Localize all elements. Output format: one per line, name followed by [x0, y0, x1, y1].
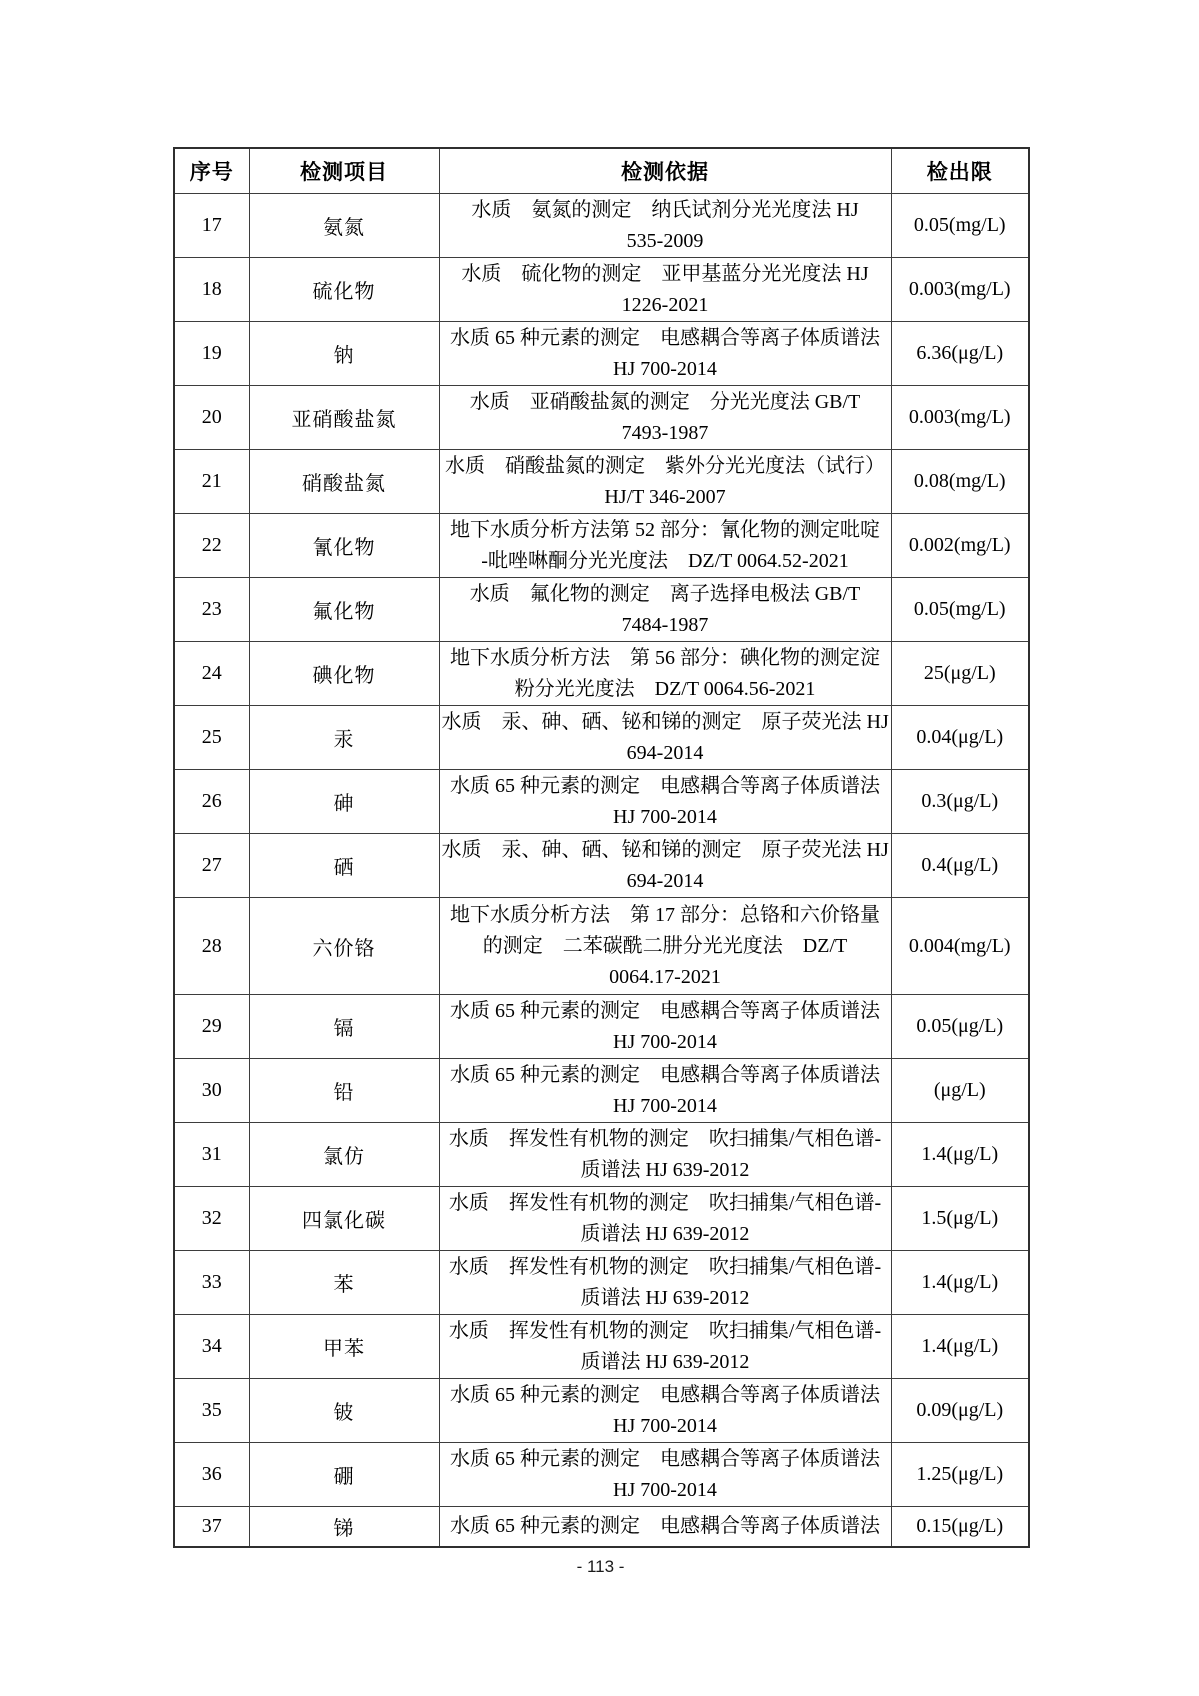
detection-limit-cell: 0.08(mg/L): [891, 450, 1029, 514]
row-number-cell: 24: [174, 642, 249, 706]
test-basis-cell: [439, 770, 891, 834]
basis-line: 水质 挥发性有机物的测定 吹扫捕集/气相色谱-: [448, 1319, 882, 1342]
test-item-cell: 氨氮: [249, 194, 439, 258]
basis-line: HJ 700-2014: [613, 1478, 717, 1501]
basis-line: HJ 700-2014: [613, 805, 717, 828]
row-number-cell: 20: [174, 386, 249, 450]
row-number-cell: 21: [174, 450, 249, 514]
row-number-cell: 29: [174, 995, 249, 1059]
test-basis-cell: [439, 898, 891, 995]
test-basis-cell: [439, 450, 891, 514]
table-row: [174, 1507, 1029, 1547]
test-item-cell: 甲苯: [249, 1315, 439, 1379]
test-basis-cell: [439, 1315, 891, 1379]
detection-limit-cell: 1.4(μg/L): [891, 1123, 1029, 1187]
basis-line: 水质 65 种元素的测定 电感耦合等离子体质谱法: [450, 1063, 880, 1086]
test-basis-cell: [439, 514, 891, 578]
basis-line: 水质 亚硝酸盐氮的测定 分光光度法 GB/T: [469, 390, 861, 413]
table-row: [174, 642, 1029, 706]
column-header-limit: 检出限: [891, 148, 1029, 194]
test-basis-cell: [439, 1507, 891, 1547]
table-row: [174, 194, 1029, 258]
basis-line: 水质 汞、砷、硒、铋和锑的测定 原子荧光法 HJ: [441, 710, 889, 733]
row-number-cell: 25: [174, 706, 249, 770]
table-body: [174, 194, 1029, 1547]
table-row: [174, 1251, 1029, 1315]
row-number-cell: 28: [174, 898, 249, 995]
test-basis-cell: [439, 1187, 891, 1251]
detection-limit-cell: 0.003(mg/L): [891, 386, 1029, 450]
test-basis-cell: [439, 194, 891, 258]
basis-line: 水质 汞、砷、硒、铋和锑的测定 原子荧光法 HJ: [441, 838, 889, 861]
row-number-cell: 26: [174, 770, 249, 834]
test-item-cell: 六价铬: [249, 898, 439, 995]
table-header-row: [174, 148, 1029, 194]
test-item-cell: 铅: [249, 1059, 439, 1123]
test-basis-cell: [439, 706, 891, 770]
basis-line: 694-2014: [626, 741, 704, 764]
basis-line: 粉分光光度法 DZ/T 0064.56-2021: [514, 677, 816, 700]
test-item-cell: 镉: [249, 995, 439, 1059]
test-methods-table: [173, 147, 1030, 1548]
test-basis-cell: [439, 322, 891, 386]
test-item-cell: 硫化物: [249, 258, 439, 322]
basis-line: HJ 700-2014: [613, 1094, 717, 1117]
page-number: - 113 -: [576, 1557, 625, 1576]
basis-line: 1226-2021: [621, 293, 709, 316]
test-basis-cell: [439, 995, 891, 1059]
test-basis-cell: [439, 1379, 891, 1443]
basis-line: 水质 65 种元素的测定 电感耦合等离子体质谱法: [450, 1447, 880, 1470]
basis-line: 0064.17-2021: [609, 965, 721, 988]
test-basis-cell: [439, 1123, 891, 1187]
table-row: [174, 834, 1029, 898]
detection-limit-cell: 0.05(mg/L): [891, 578, 1029, 642]
table-row: [174, 706, 1029, 770]
table-row: [174, 450, 1029, 514]
test-item-cell: 四氯化碳: [249, 1187, 439, 1251]
basis-line: HJ 700-2014: [613, 357, 717, 380]
detection-limit-cell: 6.36(μg/L): [891, 322, 1029, 386]
basis-line: 质谱法 HJ 639-2012: [580, 1350, 750, 1373]
row-number-cell: 23: [174, 578, 249, 642]
basis-line: 水质 65 种元素的测定 电感耦合等离子体质谱法: [450, 774, 880, 797]
detection-limit-cell: 0.003(mg/L): [891, 258, 1029, 322]
basis-line: 地下水质分析方法第 52 部分：氰化物的测定吡啶: [450, 518, 880, 541]
detection-limit-cell: 0.05(μg/L): [891, 995, 1029, 1059]
basis-line: HJ 700-2014: [613, 1030, 717, 1053]
row-number-cell: 31: [174, 1123, 249, 1187]
detection-limit-cell: 0.05(mg/L): [891, 194, 1029, 258]
test-item-cell: 铍: [249, 1379, 439, 1443]
detection-limit-cell: 0.09(μg/L): [891, 1379, 1029, 1443]
test-item-cell: 锑: [249, 1507, 439, 1547]
basis-line: 质谱法 HJ 639-2012: [580, 1222, 750, 1245]
test-basis-cell: [439, 834, 891, 898]
row-number-cell: 34: [174, 1315, 249, 1379]
table-row: [174, 770, 1029, 834]
detection-limit-cell: 0.4(μg/L): [891, 834, 1029, 898]
column-header-item: 检测项目: [249, 148, 439, 194]
table-row: [174, 898, 1029, 995]
basis-line: HJ/T 346-2007: [604, 485, 726, 508]
test-basis-cell: [439, 642, 891, 706]
row-number-cell: 30: [174, 1059, 249, 1123]
basis-line: 水质 硫化物的测定 亚甲基蓝分光光度法 HJ: [461, 262, 869, 285]
table-row: [174, 578, 1029, 642]
basis-line: 质谱法 HJ 639-2012: [580, 1158, 750, 1181]
basis-line: 水质 挥发性有机物的测定 吹扫捕集/气相色谱-: [448, 1191, 882, 1214]
table-row: [174, 995, 1029, 1059]
table-header: [174, 148, 1029, 194]
detection-limit-cell: 1.4(μg/L): [891, 1251, 1029, 1315]
basis-line: -吡唑啉酮分光光度法 DZ/T 0064.52-2021: [481, 549, 849, 572]
row-number-cell: 36: [174, 1443, 249, 1507]
row-number-cell: 33: [174, 1251, 249, 1315]
table-row: [174, 1059, 1029, 1123]
table-row: [174, 1443, 1029, 1507]
detection-limit-cell: (μg/L): [891, 1059, 1029, 1123]
row-number-cell: 37: [174, 1507, 249, 1547]
basis-line: 质谱法 HJ 639-2012: [580, 1286, 750, 1309]
detection-limit-cell: 1.5(μg/L): [891, 1187, 1029, 1251]
test-item-cell: 苯: [249, 1251, 439, 1315]
basis-line: 水质 65 种元素的测定 电感耦合等离子体质谱法: [450, 999, 880, 1022]
basis-line: 水质 65 种元素的测定 电感耦合等离子体质谱法: [450, 1514, 880, 1537]
basis-line: 地下水质分析方法 第 56 部分：碘化物的测定淀: [450, 646, 880, 669]
column-header-basis: 检测依据: [439, 148, 891, 194]
test-item-cell: 亚硝酸盐氮: [249, 386, 439, 450]
basis-line: 的测定 二苯碳酰二肼分光光度法 DZ/T: [482, 934, 848, 957]
row-number-cell: 18: [174, 258, 249, 322]
table-row: [174, 514, 1029, 578]
test-item-cell: 砷: [249, 770, 439, 834]
test-basis-cell: [439, 1443, 891, 1507]
row-number-cell: 32: [174, 1187, 249, 1251]
detection-limit-cell: 0.04(μg/L): [891, 706, 1029, 770]
basis-line: 水质 硝酸盐氮的测定 紫外分光光度法（试行）: [445, 454, 885, 477]
test-item-cell: 钠: [249, 322, 439, 386]
detection-limit-cell: 0.004(mg/L): [891, 898, 1029, 995]
basis-line: 535-2009: [626, 229, 704, 252]
detection-limit-cell: 1.4(μg/L): [891, 1315, 1029, 1379]
table-row: [174, 322, 1029, 386]
test-item-cell: 氰化物: [249, 514, 439, 578]
table-row: [174, 1315, 1029, 1379]
basis-line: 水质 挥发性有机物的测定 吹扫捕集/气相色谱-: [448, 1255, 882, 1278]
test-item-cell: 氟化物: [249, 578, 439, 642]
test-item-cell: 汞: [249, 706, 439, 770]
basis-line: 水质 挥发性有机物的测定 吹扫捕集/气相色谱-: [448, 1127, 882, 1150]
test-basis-cell: [439, 1059, 891, 1123]
column-header-no: 序号: [174, 148, 249, 194]
test-basis-cell: [439, 1251, 891, 1315]
row-number-cell: 35: [174, 1379, 249, 1443]
detection-limit-cell: 0.3(μg/L): [891, 770, 1029, 834]
basis-line: 水质 氟化物的测定 离子选择电极法 GB/T: [469, 582, 861, 605]
row-number-cell: 19: [174, 322, 249, 386]
table-row: [174, 258, 1029, 322]
detection-limit-cell: 0.002(mg/L): [891, 514, 1029, 578]
test-basis-cell: [439, 578, 891, 642]
basis-line: 水质 65 种元素的测定 电感耦合等离子体质谱法: [450, 1383, 880, 1406]
detection-limit-cell: 25(μg/L): [891, 642, 1029, 706]
test-item-cell: 硼: [249, 1443, 439, 1507]
table-row: [174, 1379, 1029, 1443]
table-row: [174, 1187, 1029, 1251]
basis-line: 水质 65 种元素的测定 电感耦合等离子体质谱法: [450, 326, 880, 349]
test-item-cell: 碘化物: [249, 642, 439, 706]
table-row: [174, 386, 1029, 450]
basis-line: HJ 700-2014: [613, 1414, 717, 1437]
row-number-cell: 17: [174, 194, 249, 258]
detection-limit-cell: 0.15(μg/L): [891, 1507, 1029, 1547]
detection-limit-cell: 1.25(μg/L): [891, 1443, 1029, 1507]
test-item-cell: 氯仿: [249, 1123, 439, 1187]
basis-line: 7484-1987: [621, 613, 709, 636]
test-basis-cell: [439, 386, 891, 450]
basis-line: 水质 氨氮的测定 纳氏试剂分光光度法 HJ: [471, 198, 859, 221]
table-row: [174, 1123, 1029, 1187]
test-item-cell: 硒: [249, 834, 439, 898]
row-number-cell: 27: [174, 834, 249, 898]
test-item-cell: 硝酸盐氮: [249, 450, 439, 514]
basis-line: 地下水质分析方法 第 17 部分：总铬和六价铬量: [450, 903, 880, 926]
row-number-cell: 22: [174, 514, 249, 578]
test-basis-cell: [439, 258, 891, 322]
basis-line: 7493-1987: [621, 421, 709, 444]
basis-line: 694-2014: [626, 869, 704, 892]
